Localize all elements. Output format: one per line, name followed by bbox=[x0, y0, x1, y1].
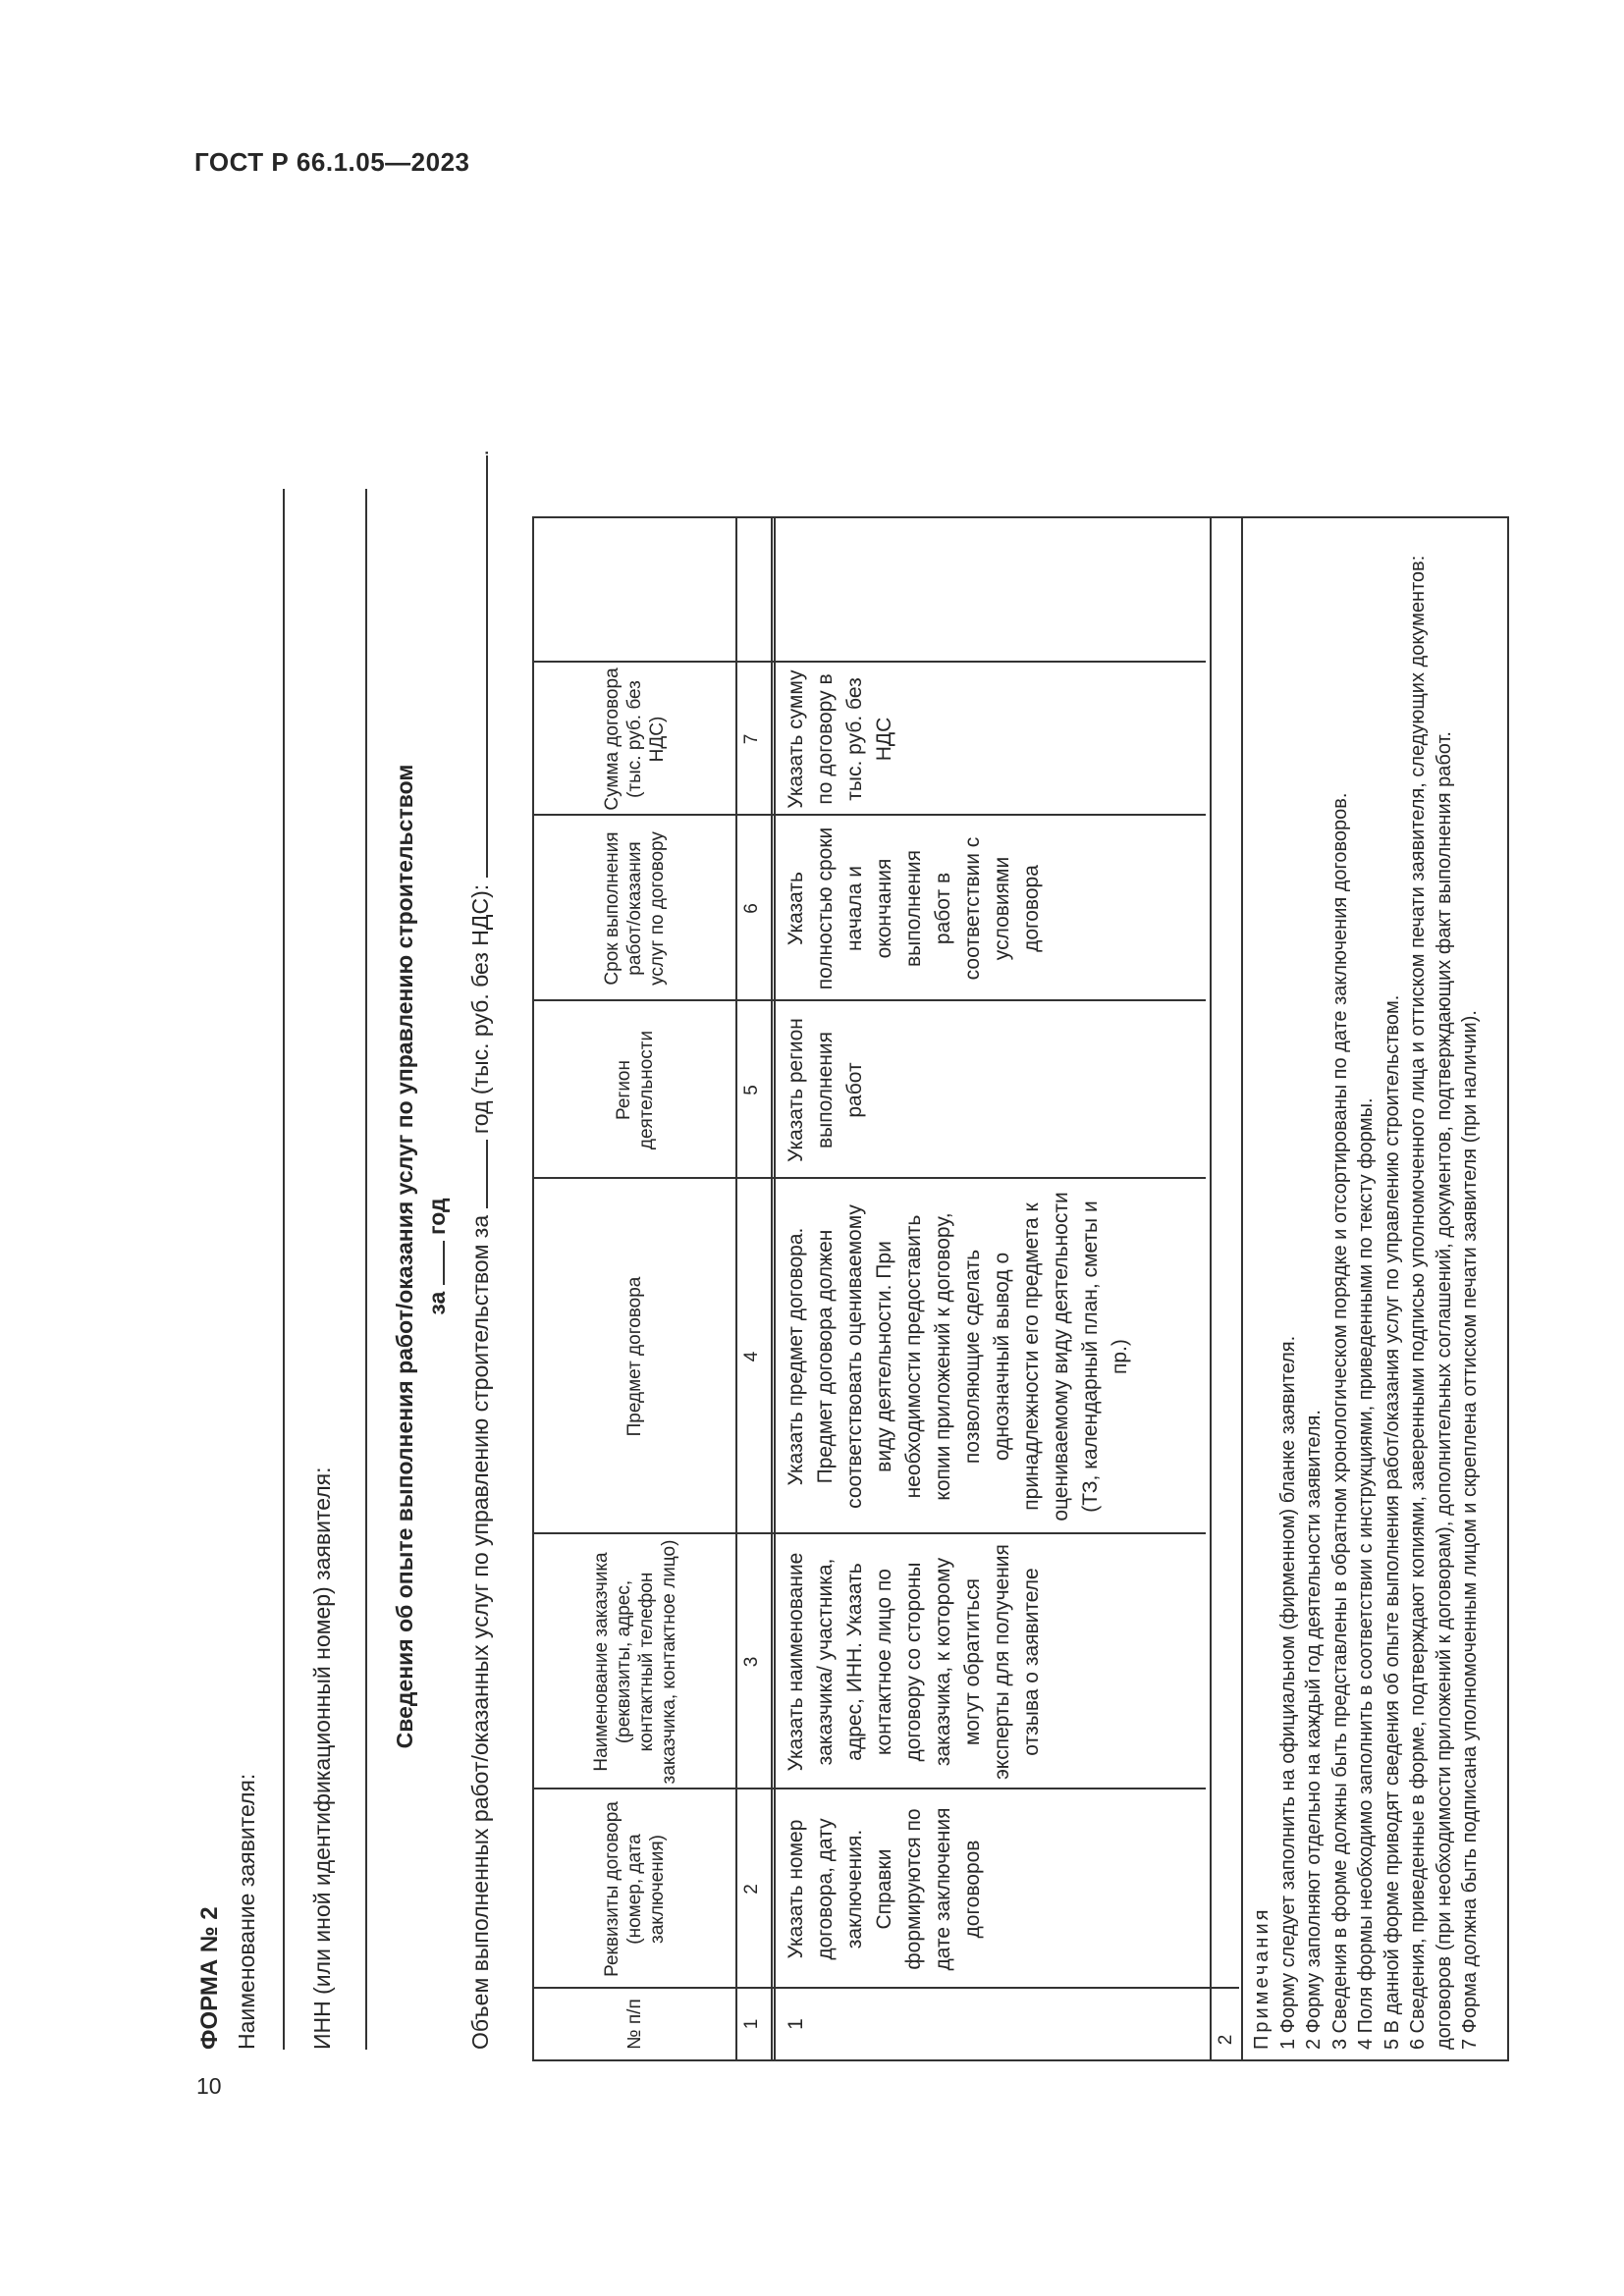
col-number: 5 bbox=[741, 1085, 762, 1095]
col-header-7: Сумма договора (тыс. руб. без НДС) bbox=[602, 667, 668, 811]
row1-number: 1 bbox=[785, 2018, 807, 2030]
row1-term: Указать полностью сроки начала и окончания выполнения работ в соответствии с условиями договора bbox=[785, 827, 1043, 990]
form-heading-year: за год bbox=[424, 1198, 450, 1315]
note-item: 5 В данной форме приводят сведения об опыте выполнения работ/оказания услуг по управлению строительством. bbox=[1380, 994, 1403, 2050]
volume-line: Объем выполненных работ/оказанных услуг по управлению строительством за год (тыс. руб. без НДС): . bbox=[467, 450, 493, 2050]
col-header-1: № п/п bbox=[624, 1999, 645, 2050]
note-item: 7 Форма должна быть подписана уполномоченным лицом и скреплена оттиском печати заявителя (при наличии). bbox=[1459, 1010, 1481, 2050]
row2-number: 2 bbox=[1216, 2034, 1236, 2046]
row1-sum: Указать сумму по договору в тыс. руб. без НДС bbox=[785, 669, 895, 809]
note-item: 4 Поля формы необходимо заполнить в соответствии с инструкциями, приведенными по тексту формы. bbox=[1355, 1097, 1377, 2050]
note-item: 3 Сведения в форме должны быть представлены в обратном хронологическом порядке и отсортированы по дате заключения договоров. bbox=[1328, 792, 1351, 2050]
col-header-2: Реквизиты договора (номер, дата заключения) bbox=[602, 1801, 668, 1977]
row1-region: Указать регион выполнения работ bbox=[785, 1018, 866, 1162]
note-item: 6 Сведения, приведенные в форме, подтверждают копиями, заверенными подписью уполномоченного лица и оттиском печати заявителя, следующих документов: договоров (при необходимости приложений к договорам), дополнительных соглашений, документов, подтверждающих факт выполнения работ. bbox=[1407, 555, 1455, 2050]
inn-label: ИНН (или иной идентификационный номер) заявителя: bbox=[309, 1467, 335, 2050]
col-number: 2 bbox=[741, 1884, 762, 1895]
col-header-5: Регион деятельности bbox=[613, 1030, 657, 1150]
experience-table bbox=[532, 516, 1509, 2061]
col-number: 6 bbox=[741, 903, 762, 914]
row1-customer: Указать наименование заказчика/ участника, адрес, ИНН. Указать контактное лицо по договору со стороны заказчика, к которому могут обратиться эксперты для получения отзыва о заявителе bbox=[785, 1544, 1043, 1780]
row1-contract: Указать номер договора, дату заключения. Справки формируются по дате заключения договоров bbox=[785, 1807, 984, 1971]
form-heading: Сведения об опыте выполнения работ/оказания услуг по управлению строительством bbox=[392, 764, 417, 1749]
document-header: ГОСТ Р 66.1.05—2023 bbox=[194, 147, 470, 177]
row1-subject: Указать предмет договора. Предмет договора должен соответствовать оцениваемому виду деятельности. При необходимости предоставить копии приложений к договору, позволяющие сделать однозначный вывод о принадлежности его предмета к оцениваемому виду деятельности (ТЗ, календарный план, сметы и пр.) bbox=[785, 1192, 1131, 1522]
col-number: 4 bbox=[741, 1351, 762, 1362]
inn-line bbox=[365, 489, 367, 2050]
notes bbox=[1243, 514, 1484, 2059]
col-header-4: Предмет договора bbox=[624, 1276, 645, 1437]
col-header-3: Наименование заказчика (реквизиты, адрес, контактный телефон заказчика, контактное лицо) bbox=[590, 1539, 679, 1785]
col-number: 3 bbox=[741, 1656, 762, 1668]
notes-caption: Примечания bbox=[1251, 1906, 1272, 2050]
applicant-name-line bbox=[283, 489, 285, 2050]
note-item: 1 Форму следует заполнить на официальном (фирменном) бланке заявителя. bbox=[1276, 1335, 1299, 2050]
table-rule bbox=[1210, 518, 1212, 2059]
page-number: 10 bbox=[196, 2073, 222, 2099]
table-rule bbox=[771, 518, 773, 2059]
applicant-name-label: Наименование заявителя: bbox=[234, 1773, 259, 2050]
rotated-form bbox=[196, 226, 1512, 2061]
col-header-6: Срок выполнения работ/оказания услуг по договору bbox=[602, 831, 668, 986]
col-number: 1 bbox=[741, 2018, 762, 2030]
form-title: ФОРМА № 2 bbox=[196, 1906, 223, 2050]
col-number: 7 bbox=[741, 733, 762, 745]
note-item: 2 Форму заполняют отдельно на каждый год деятельности заявителя. bbox=[1303, 1410, 1325, 2050]
